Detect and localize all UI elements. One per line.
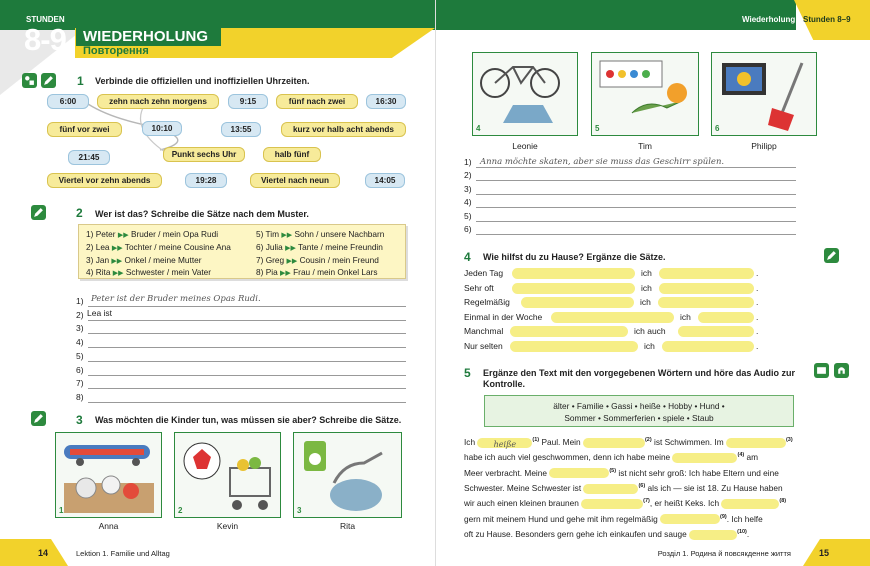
time-card[interactable]: 16:30 bbox=[366, 94, 406, 109]
fill-blank[interactable] bbox=[551, 312, 674, 323]
answer-line[interactable] bbox=[88, 306, 406, 307]
fill-blank[interactable] bbox=[659, 283, 754, 294]
sentence-end: . bbox=[756, 311, 759, 322]
arrow-icon: ▶▶ bbox=[111, 257, 123, 265]
line-number: 4) bbox=[76, 337, 84, 348]
header-label: Wiederholung bbox=[742, 15, 796, 24]
item-person: Rita bbox=[95, 267, 111, 278]
answer-line[interactable] bbox=[476, 234, 796, 235]
gap-number: (4) bbox=[737, 452, 745, 459]
fill-blank[interactable] bbox=[658, 297, 754, 308]
sentence-middle: ich auch bbox=[634, 326, 666, 337]
time-card[interactable]: 13:55 bbox=[221, 122, 261, 137]
time-card[interactable]: 10:10 bbox=[142, 121, 182, 136]
fill-blank[interactable] bbox=[512, 283, 635, 294]
vacuum-cleaner-icon bbox=[294, 433, 402, 518]
page-number-bg bbox=[0, 539, 68, 566]
picture-number: 3 bbox=[297, 506, 302, 515]
gap-number: (7) bbox=[643, 498, 650, 505]
sentence-start: Jeden Tag bbox=[464, 268, 504, 278]
sentence-start: Nur selten bbox=[464, 341, 503, 351]
line-number: 5) bbox=[76, 350, 84, 361]
item-number: 3) bbox=[86, 254, 94, 265]
item-relation: Tochter / meine Cousine Ana bbox=[124, 241, 231, 252]
answer-line[interactable] bbox=[88, 320, 406, 321]
exercise-1-instruction: Verbinde die offiziellen und inoffiziellen Uhrzeiten. bbox=[95, 76, 310, 86]
answer-start: Lea ist bbox=[87, 308, 113, 318]
fill-blank[interactable] bbox=[678, 326, 754, 337]
gap-number: (9) bbox=[720, 513, 727, 520]
gap-number: (1) bbox=[532, 437, 540, 443]
exercise-2-instruction: Wer ist das? Schreibe die Sätze nach dem Muster. bbox=[95, 209, 309, 219]
answer-line[interactable] bbox=[88, 402, 406, 403]
footer-left bbox=[0, 539, 435, 566]
page-number: 14 bbox=[38, 548, 49, 558]
skateboard-icon bbox=[56, 433, 162, 518]
text-fragment: Meer verbracht. Meine bbox=[464, 467, 548, 478]
pencil-icon bbox=[824, 248, 839, 263]
exercise-5-instruction: Ergänze den Text mit den vorgegebenen Wörtern und höre das Audio zur Kontrolle. bbox=[483, 368, 796, 389]
example-item bbox=[256, 255, 384, 268]
item-number: 8) bbox=[256, 267, 264, 278]
picture-number: 2 bbox=[178, 506, 183, 515]
text-fragment: Paul. Mein bbox=[541, 436, 581, 447]
gap-example: heiße bbox=[493, 439, 517, 449]
answer-line[interactable] bbox=[476, 167, 796, 168]
item-number: 5) bbox=[256, 229, 264, 239]
text-fragment: habe ich auch viel geschwommen, denn ich habe meine bbox=[464, 452, 671, 463]
line-number: 6) bbox=[464, 224, 472, 234]
exercise-3-number: 3 bbox=[76, 413, 83, 427]
exercise-4-instruction: Wie hilfst du zu Hause? Ergänze die Sätze. bbox=[483, 252, 666, 262]
gap-blank[interactable] bbox=[660, 514, 720, 524]
sentence-middle: ich bbox=[644, 341, 655, 351]
line-number: 2) bbox=[464, 170, 472, 181]
item-relation: Cousin / mein Freund bbox=[299, 254, 379, 265]
picture-paint-watering bbox=[591, 52, 699, 136]
child-name: Anna bbox=[98, 521, 119, 531]
fill-blank[interactable] bbox=[698, 312, 754, 323]
line-number: 4) bbox=[464, 197, 472, 208]
sentence-start: Manchmal bbox=[464, 326, 504, 337]
time-card[interactable]: zehn nach zehn morgens bbox=[97, 94, 219, 109]
item-number: 4) bbox=[86, 267, 94, 278]
item-person: Peter bbox=[95, 229, 116, 239]
time-card[interactable]: halb fünf bbox=[263, 147, 321, 162]
line-number: 1) bbox=[464, 157, 472, 167]
example-answer: Anna möchte skaten, aber sie muss das Geschirr spülen. bbox=[480, 157, 725, 167]
example-item bbox=[256, 267, 384, 280]
item-person: Greg bbox=[265, 254, 285, 265]
exercise-2-number: 2 bbox=[76, 206, 83, 220]
sentence-end: . bbox=[756, 326, 759, 337]
picture-number: 1 bbox=[59, 506, 64, 515]
fill-blank[interactable] bbox=[662, 341, 754, 352]
line-number: 7) bbox=[76, 378, 84, 389]
stunden-label: STUNDEN bbox=[26, 15, 65, 24]
example-item bbox=[256, 242, 384, 255]
picture-bike-ironing bbox=[472, 52, 578, 136]
item-number: 7) bbox=[256, 254, 264, 265]
exercise-4-number: 4 bbox=[464, 250, 471, 264]
sentence-end: . bbox=[756, 268, 759, 278]
sentence-start: Regelmäßig bbox=[464, 297, 510, 308]
sentence-end: . bbox=[756, 282, 759, 293]
answer-line[interactable] bbox=[476, 180, 796, 181]
text-fragment: Ich bbox=[464, 436, 476, 447]
line-number: 3) bbox=[76, 323, 84, 334]
text-fragment: . Ich helfe bbox=[726, 513, 763, 524]
arrow-icon: ▶▶ bbox=[112, 270, 124, 278]
sentence-start: Einmal in der Woche bbox=[464, 311, 543, 322]
arrow-icon: ▶▶ bbox=[285, 244, 296, 252]
word-list-line: Sommer • Sommerferien • spiele • Staub bbox=[564, 413, 714, 423]
gap-number: (6) bbox=[638, 483, 646, 490]
header-stunden: Stunden 8–9 bbox=[803, 15, 851, 24]
word-box bbox=[484, 395, 794, 427]
example-item bbox=[86, 242, 231, 255]
text-fragment: am bbox=[746, 452, 759, 463]
item-relation: Schwester / mein Vater bbox=[125, 267, 212, 278]
right-page bbox=[435, 0, 870, 566]
child-name: Philipp bbox=[751, 141, 777, 151]
time-card[interactable]: 6:00 bbox=[47, 94, 89, 109]
answer-line[interactable] bbox=[88, 375, 406, 376]
text-fragment: Schwester. Meine Schwester ist bbox=[464, 482, 582, 493]
example-item bbox=[86, 229, 231, 242]
text-fragment: . bbox=[746, 528, 750, 539]
time-card[interactable]: Viertel nach neun bbox=[250, 173, 340, 188]
time-card[interactable]: 21:45 bbox=[68, 150, 110, 165]
gap-blank[interactable] bbox=[721, 499, 779, 509]
picture-football-shopping bbox=[174, 432, 281, 518]
gap-number: (2) bbox=[644, 437, 652, 443]
text-fragment: ist nicht sehr groß: Ich habe Eltern und eine bbox=[618, 467, 779, 478]
item-person: Tim bbox=[265, 229, 280, 239]
answer-line[interactable] bbox=[88, 388, 406, 389]
answer-line[interactable] bbox=[476, 207, 796, 208]
sentence-middle: ich bbox=[680, 311, 691, 322]
text-fragment: gern mit meinem Hund und gehe mit ihm regelmäßig bbox=[464, 513, 658, 524]
line-number: 5) bbox=[464, 210, 472, 221]
picture-music-vacuum bbox=[293, 432, 402, 518]
time-card[interactable]: fünf nach zwei bbox=[276, 94, 358, 109]
football-icon bbox=[175, 433, 281, 518]
example-item bbox=[86, 255, 231, 268]
time-card[interactable]: 19:28 bbox=[185, 173, 227, 188]
text-fragment: wir auch einen kleinen braunen bbox=[464, 498, 579, 509]
footer-right bbox=[436, 539, 870, 566]
pencil-icon bbox=[31, 411, 46, 426]
line-number: 2) bbox=[76, 309, 84, 320]
example-item bbox=[256, 229, 384, 242]
page-subtitle: Повторення bbox=[83, 45, 149, 57]
page-title: WIEDERHOLUNG bbox=[83, 28, 208, 45]
picture-number: 6 bbox=[715, 124, 720, 133]
picture-tv-broom bbox=[711, 52, 817, 136]
picture-number: 4 bbox=[476, 124, 481, 133]
sentence-middle: ich bbox=[641, 282, 652, 293]
time-card[interactable]: 9:15 bbox=[228, 94, 268, 109]
sentence-end: . bbox=[756, 341, 759, 351]
arrow-icon: ▶▶ bbox=[281, 232, 293, 239]
pencil-icon bbox=[31, 205, 46, 220]
fill-blank[interactable] bbox=[521, 297, 634, 308]
answer-line[interactable] bbox=[88, 361, 406, 362]
answer-line[interactable] bbox=[88, 333, 406, 334]
gap-number: (8) bbox=[779, 498, 787, 505]
line-number: 3) bbox=[464, 183, 472, 194]
page-number-bg bbox=[803, 539, 870, 566]
gap-blank[interactable] bbox=[477, 438, 532, 448]
line-number: 6) bbox=[76, 364, 84, 375]
time-card[interactable]: 14:05 bbox=[365, 173, 405, 188]
fill-blank[interactable] bbox=[659, 268, 754, 279]
child-name: Leonie bbox=[512, 141, 538, 151]
exercise-1-number: 1 bbox=[77, 74, 84, 88]
item-relation: Tante / meine Freundin bbox=[298, 241, 383, 252]
item-person: Jan bbox=[95, 254, 110, 265]
fill-blank[interactable] bbox=[510, 326, 628, 337]
arrow-icon: ▶▶ bbox=[286, 257, 298, 265]
child-name: Rita bbox=[339, 521, 356, 531]
answer-line[interactable] bbox=[88, 347, 406, 348]
text-fragment: , er heißt Keks. Ich bbox=[649, 498, 720, 509]
gap-blank[interactable] bbox=[581, 499, 643, 509]
example-list-left bbox=[86, 229, 231, 280]
example-list-right bbox=[256, 229, 384, 280]
television-icon bbox=[712, 53, 817, 136]
gap-blank[interactable] bbox=[549, 468, 609, 478]
gap-number: (3) bbox=[785, 437, 793, 443]
time-card[interactable]: Viertel vor zehn abends bbox=[47, 173, 162, 188]
footer-chapter: Lektion 1. Familie und Alltag bbox=[76, 549, 170, 558]
sentence-middle: ich bbox=[640, 297, 651, 308]
line-number: 8) bbox=[76, 391, 84, 402]
time-card[interactable]: Punkt sechs Uhr bbox=[163, 147, 245, 162]
picture-number: 5 bbox=[595, 124, 600, 133]
item-relation: Sohn / unsere Nachbarn bbox=[294, 229, 385, 239]
gap-number: (10) bbox=[737, 529, 747, 536]
book-icon bbox=[814, 363, 829, 378]
sentence-start: Sehr oft bbox=[464, 282, 494, 293]
footer-chapter: Розділ 1. Родина й повсякденне життя bbox=[657, 549, 791, 558]
exercise-3-instruction: Was möchten die Kinder tun, was müssen sie aber? Schreibe die Sätze. bbox=[95, 415, 402, 425]
time-card[interactable]: fünf vor zwei bbox=[47, 122, 122, 137]
paint-set-icon bbox=[592, 53, 699, 136]
time-card[interactable]: kurz vor halb acht abends bbox=[281, 122, 406, 137]
line-number: 1) bbox=[76, 296, 84, 306]
arrow-icon: ▶▶ bbox=[111, 244, 123, 252]
sentence-middle: ich bbox=[641, 268, 652, 278]
item-person: Lea bbox=[95, 241, 110, 252]
item-relation: Frau / mein Onkel Lars bbox=[293, 267, 378, 278]
sentence-end: . bbox=[756, 297, 759, 308]
answer-line[interactable] bbox=[476, 194, 796, 195]
picture-skateboard-dishes bbox=[55, 432, 162, 518]
exercise-5-number: 5 bbox=[464, 366, 471, 380]
audio-icon bbox=[834, 363, 849, 378]
item-number: 2) bbox=[86, 241, 94, 252]
text-fragment: ist Schwimmen. Im bbox=[654, 436, 724, 447]
stunden-number: 8-9 bbox=[24, 22, 66, 57]
fill-blank[interactable] bbox=[510, 341, 638, 352]
gap-number: (5) bbox=[609, 467, 617, 474]
item-person: Pia bbox=[265, 267, 278, 278]
example-item bbox=[86, 267, 231, 280]
gap-blank[interactable] bbox=[583, 438, 645, 448]
gap-text bbox=[464, 434, 799, 542]
bicycle-icon bbox=[473, 53, 578, 136]
item-number: 6) bbox=[256, 241, 264, 252]
example-answer: Peter ist der Bruder meines Opas Rudi. bbox=[91, 294, 261, 304]
child-name: Kevin bbox=[216, 521, 239, 531]
fill-blank[interactable] bbox=[512, 268, 635, 279]
page-number: 15 bbox=[818, 548, 829, 558]
item-relation: Bruder / mein Opa Rudi bbox=[130, 229, 219, 239]
arrow-icon: ▶▶ bbox=[117, 232, 129, 239]
answer-line[interactable] bbox=[476, 221, 796, 222]
gap-blank[interactable] bbox=[726, 438, 786, 448]
item-person: Julia bbox=[265, 241, 283, 252]
child-name: Tim bbox=[638, 141, 652, 151]
arrow-icon: ▶▶ bbox=[280, 270, 291, 278]
item-relation: Onkel / meine Mutter bbox=[124, 254, 202, 265]
text-fragment: oft zu Hause. Besonders gern gehe ich einkaufen und sauge bbox=[464, 528, 687, 539]
text-fragment: als ich — sie ist 18. Zu Hause haben bbox=[647, 482, 783, 493]
item-number: 1) bbox=[86, 229, 94, 239]
gap-blank[interactable] bbox=[583, 484, 638, 494]
word-list-line: älter • Familie • Gassi • heiße • Hobby • Hund • bbox=[553, 401, 725, 411]
gap-blank[interactable] bbox=[672, 453, 737, 463]
